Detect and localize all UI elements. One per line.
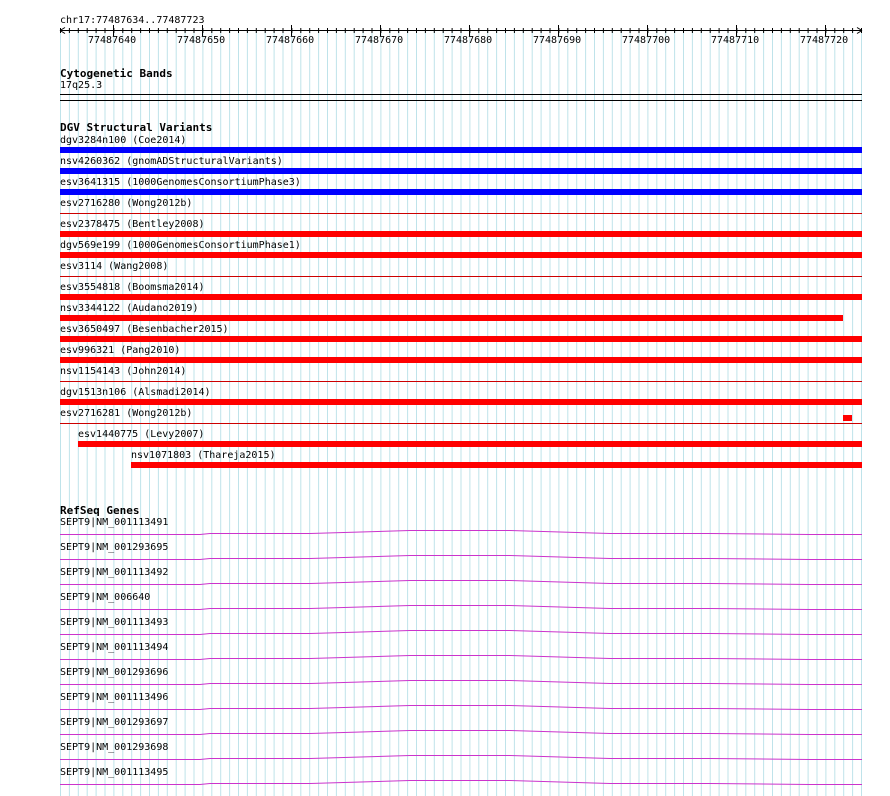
refseq-gene-label[interactable]: SEPT9|NM_006640 — [60, 592, 151, 603]
ruler-tick-label: 77487700 — [622, 35, 671, 46]
position-label: chr17:77487634..77487723 — [60, 15, 205, 26]
refseq-gene-label[interactable]: SEPT9|NM_001113491 — [60, 517, 169, 528]
refseq-gene-label[interactable]: SEPT9|NM_001113495 — [60, 767, 169, 778]
refseq-track-title: RefSeq Genes — [60, 504, 140, 517]
ruler-tick-label: 77487690 — [533, 35, 582, 46]
refseq-gene-line — [60, 531, 862, 535]
refseq-gene-label[interactable]: SEPT9|NM_001113493 — [60, 617, 169, 628]
refseq-gene-line — [60, 556, 862, 560]
ruler-tick-label: 77487680 — [444, 35, 493, 46]
refseq-gene-label[interactable]: SEPT9|NM_001293696 — [60, 667, 169, 678]
dgv-variant-label[interactable]: esv3554818 (Boomsma2014) — [60, 282, 205, 293]
ruler-tick-label: 77487710 — [711, 35, 760, 46]
dgv-variant-label[interactable]: esv3650497 (Besenbacher2015) — [60, 324, 229, 335]
ruler-tick-label: 77487640 — [88, 35, 137, 46]
refseq-gene-label[interactable]: SEPT9|NM_001293698 — [60, 742, 169, 753]
ruler-tick-label: 77487660 — [266, 35, 315, 46]
refseq-gene-line — [60, 656, 862, 660]
refseq-gene-line — [60, 581, 862, 585]
dgv-variant-label[interactable]: dgv1513n106 (Alsmadi2014) — [60, 387, 211, 398]
refseq-gene-line — [60, 756, 862, 760]
refseq-gene-line — [60, 681, 862, 685]
dgv-variant-label[interactable]: dgv3284n100 (Coe2014) — [60, 135, 187, 146]
dgv-variant-label[interactable]: nsv1154143 (John2014) — [60, 366, 187, 377]
refseq-gene-label[interactable]: SEPT9|NM_001113492 — [60, 567, 169, 578]
dgv-variant-label[interactable]: esv3114 (Wang2008) — [60, 261, 169, 272]
refseq-gene-label[interactable]: SEPT9|NM_001293695 — [60, 542, 169, 553]
dgv-variant-label[interactable]: esv3641315 (1000GenomesConsortiumPhase3) — [60, 177, 301, 188]
refseq-gene-line — [60, 606, 862, 610]
dgv-variant-label[interactable]: esv1440775 (Levy2007) — [78, 429, 205, 440]
refseq-gene-line — [60, 706, 862, 710]
dgv-variant-label[interactable]: esv2716280 (Wong2012b) — [60, 198, 193, 209]
dgv-variant-label[interactable]: nsv4260362 (gnomADStructuralVariants) — [60, 156, 283, 167]
dgv-variant-label[interactable]: dgv569e199 (1000GenomesConsortiumPhase1) — [60, 240, 301, 251]
cytoband-label[interactable]: 17q25.3 — [60, 80, 103, 91]
ruler-tick-label: 77487670 — [355, 35, 404, 46]
dgv-variant-label[interactable]: esv2378475 (Bentley2008) — [60, 219, 205, 230]
cytoband-track-title: Cytogenetic Bands — [60, 67, 173, 80]
refseq-gene-line — [60, 631, 862, 635]
dgv-variant-label[interactable]: esv2716281 (Wong2012b) — [60, 408, 193, 419]
refseq-gene-line — [60, 731, 862, 735]
refseq-gene-label[interactable]: SEPT9|NM_001113494 — [60, 642, 169, 653]
dgv-variant-label[interactable]: nsv1071803 (Thareja2015) — [131, 450, 276, 461]
refseq-gene-line — [60, 781, 862, 785]
refseq-gene-label[interactable]: SEPT9|NM_001113496 — [60, 692, 169, 703]
refseq-gene-label[interactable]: SEPT9|NM_001293697 — [60, 717, 169, 728]
dgv-track-title: DGV Structural Variants — [60, 121, 213, 134]
ruler-tick-label: 77487720 — [800, 35, 849, 46]
ruler-tick-label: 77487650 — [177, 35, 226, 46]
dgv-variant-label[interactable]: nsv3344122 (Audano2019) — [60, 303, 199, 314]
dgv-variant-label[interactable]: esv996321 (Pang2010) — [60, 345, 181, 356]
